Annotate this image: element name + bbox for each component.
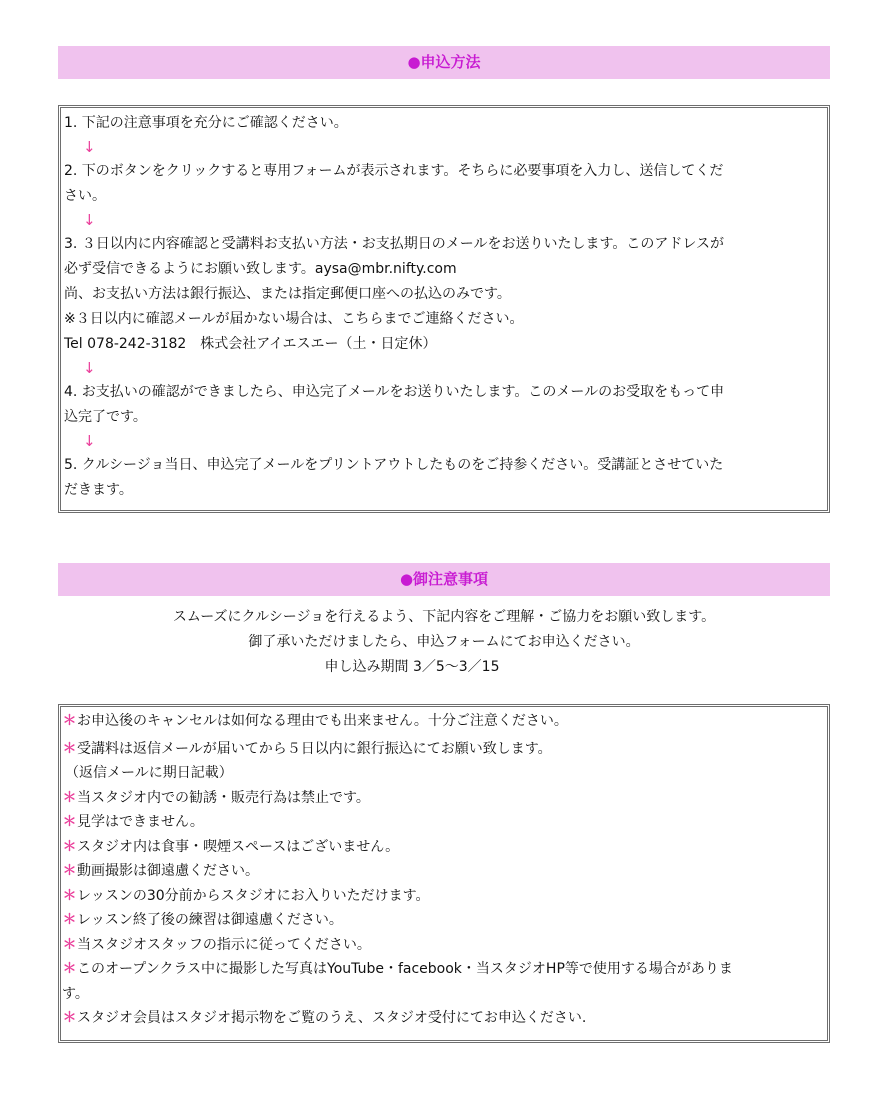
step-arrow-3: ↓ — [83, 359, 96, 377]
step-1: 1. 下記の注意事項を充分にご確認ください。 — [64, 115, 348, 131]
notice-item — [61, 957, 827, 982]
notice-item — [61, 835, 827, 860]
notice-item — [61, 786, 827, 811]
notice-text: このオープンクラス中に撮影した写真はYouTube・facebook・当スタジオHP等で使用する場合がありま — [77, 961, 733, 977]
asterisk-icon: ＊ — [62, 789, 77, 806]
notice-text: お申込後のキャンセルは如何なる理由でも出来ません。十分ご注意ください。 — [77, 713, 568, 729]
application-steps-box — [58, 105, 830, 513]
asterisk-icon: ＊ — [62, 814, 77, 830]
notice-text: 動画撮影は御遠慮ください。 — [77, 863, 259, 879]
notice-item — [61, 1006, 827, 1031]
step-arrow-4: ↓ — [83, 432, 96, 450]
notice-item — [61, 709, 827, 734]
notice-item — [61, 859, 827, 884]
application-period: 申し込み期間 3／5〜3／15 — [324, 659, 500, 675]
notice-text: スタジオ内は食事・喫煙スペースはございません。 — [77, 838, 400, 855]
notice-text: 当スタジオ内での勧誘・販売行為は禁止です。 — [77, 789, 370, 806]
notice-text: レッスンの30分前からスタジオにお入りいただけます。 — [77, 887, 430, 904]
step-2-line-1: 2. 下のボタンをクリックすると専用フォームが表示されます。そちらに必要事項を入力し、送信してくだ — [64, 163, 724, 179]
asterisk-icon: ＊ — [62, 936, 77, 953]
step-arrow-1: ↓ — [83, 138, 96, 156]
notice-text: スタジオ会員はスタジオ掲示物をご覧のうえ、スタジオ受付にてお申込ください. — [77, 1010, 587, 1026]
step-3-line-4: ※３日以内に確認メールが届かない場合は、こちらまでご連絡ください。 — [64, 311, 524, 327]
step-5-line-2: だきます。 — [64, 482, 133, 498]
notice-text: 当スタジオスタッフの指示に従ってください。 — [77, 936, 371, 953]
notice-intro-line-2: 御了承いただけましたら、申込フォームにてお申込ください。 — [248, 634, 640, 650]
notice-item — [61, 810, 827, 835]
step-3-line-1: 3. ３日以内に内容確認と受講料お支払い方法・お支払期日のメールをお送りいたします。このアドレスが — [64, 236, 724, 252]
section-title-application-method: ●申込方法 — [58, 46, 830, 79]
step-3-contact: Tel 078-242-3182 株式会社アイエスエー（土・日定休） — [64, 336, 437, 352]
asterisk-icon: ＊ — [62, 740, 77, 757]
section-title-notices: ●御注意事項 — [58, 563, 830, 596]
asterisk-icon: ＊ — [62, 863, 77, 879]
step-4-line-2: 込完了です。 — [64, 409, 147, 425]
notice-item-continuation: （返信メールに期日記載） — [65, 765, 233, 781]
asterisk-icon: ＊ — [62, 887, 77, 904]
step-3-line-2: 必ず受信できるようにお願い致します。aysa@mbr.nifty.com — [64, 261, 457, 277]
step-5-line-1: 5. クルシージョ当日、申込完了メールをプリントアウトしたものをご持参ください。受講証とさせていた — [64, 457, 724, 473]
asterisk-icon: ＊ — [62, 713, 77, 729]
notice-intro-line-1: スムーズにクルシージョを行えるよう、下記内容をご理解・ご協力をお願い致します。 — [172, 609, 716, 625]
notice-item — [61, 908, 827, 933]
notice-item-continuation: す。 — [62, 985, 89, 1002]
notice-text: レッスン終了後の練習は御遠慮ください。 — [77, 912, 343, 928]
notice-intro — [0, 605, 888, 680]
step-2-line-2: さい。 — [64, 188, 106, 204]
step-4-line-1: 4. お支払いの確認ができましたら、申込完了メールをお送りいたします。このメールのお受取をもって申 — [64, 384, 725, 400]
notice-text: 受講料は返信メールが届いてから５日以内に銀行振込にてお願い致します。 — [77, 740, 552, 757]
notices-box — [58, 704, 830, 1043]
asterisk-icon: ＊ — [62, 961, 77, 977]
step-arrow-2: ↓ — [83, 211, 96, 229]
asterisk-icon: ＊ — [62, 1010, 77, 1026]
asterisk-icon: ＊ — [62, 912, 77, 928]
notice-text: 見学はできません。 — [77, 814, 204, 830]
notice-item — [61, 933, 827, 958]
notice-item — [61, 737, 827, 762]
asterisk-icon: ＊ — [62, 838, 77, 855]
step-3-line-3: 尚、お支払い方法は銀行振込、または指定郵便口座への払込のみです。 — [64, 286, 511, 302]
notice-item — [61, 884, 827, 909]
